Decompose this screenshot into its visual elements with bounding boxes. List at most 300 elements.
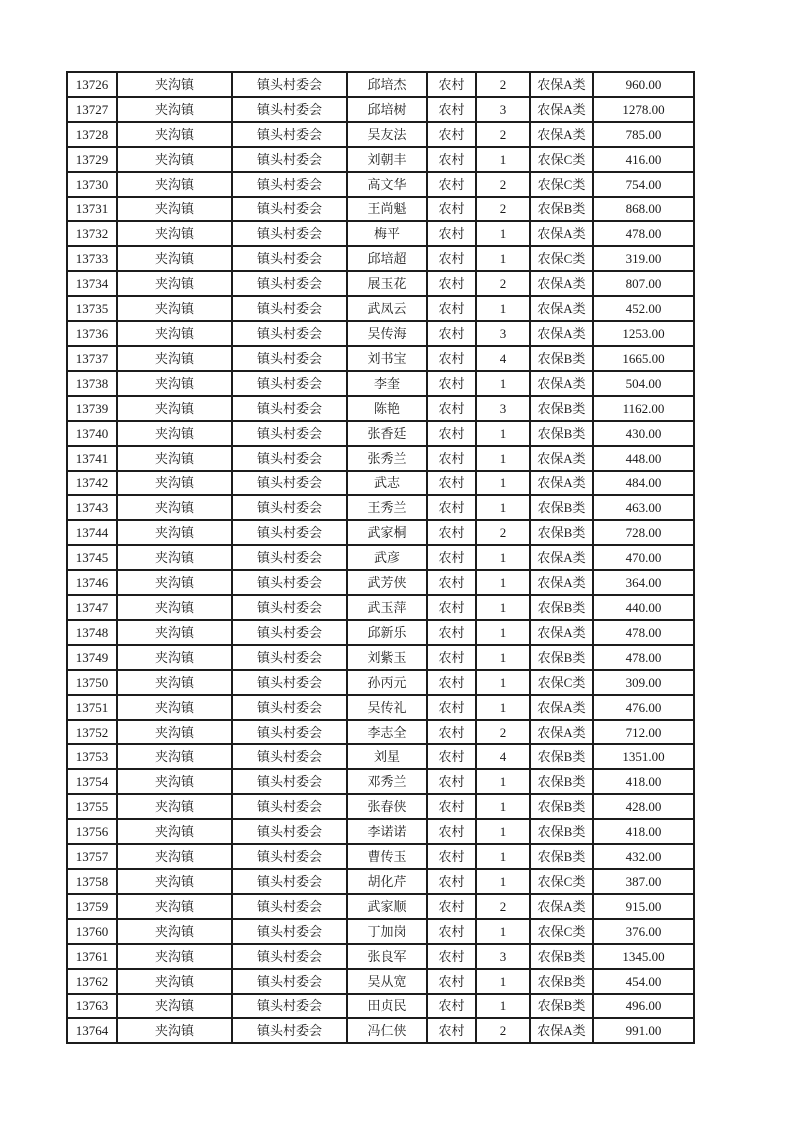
cell-person-count: 1: [476, 371, 530, 396]
cell-village-committee: 镇头村委会: [232, 471, 347, 496]
cell-village-committee: 镇头村委会: [232, 122, 347, 147]
cell-serial-number: 13739: [67, 396, 117, 421]
cell-serial-number: 13750: [67, 670, 117, 695]
cell-person-name: 张秀兰: [347, 446, 427, 471]
cell-insurance-category: 农保B类: [530, 396, 593, 421]
cell-person-count: 2: [476, 122, 530, 147]
cell-amount: 504.00: [593, 371, 694, 396]
cell-village-committee: 镇头村委会: [232, 620, 347, 645]
cell-serial-number: 13731: [67, 197, 117, 222]
cell-person-count: 1: [476, 495, 530, 520]
cell-insurance-category: 农保C类: [530, 147, 593, 172]
cell-amount: 430.00: [593, 421, 694, 446]
cell-residence-type: 农村: [427, 944, 476, 969]
table-row: [67, 296, 694, 321]
cell-town: 夹沟镇: [117, 271, 232, 296]
cell-amount: 428.00: [593, 794, 694, 819]
cell-amount: 478.00: [593, 645, 694, 670]
cell-town: 夹沟镇: [117, 421, 232, 446]
cell-serial-number: 13753: [67, 744, 117, 769]
cell-amount: 452.00: [593, 296, 694, 321]
cell-insurance-category: 农保A类: [530, 570, 593, 595]
cell-insurance-category: 农保A类: [530, 271, 593, 296]
cell-person-name: 刘朝丰: [347, 147, 427, 172]
cell-amount: 476.00: [593, 695, 694, 720]
cell-person-name: 胡化芹: [347, 869, 427, 894]
cell-serial-number: 13726: [67, 72, 117, 97]
cell-insurance-category: 农保B类: [530, 421, 593, 446]
table-row: [67, 794, 694, 819]
cell-person-name: 梅平: [347, 221, 427, 246]
cell-residence-type: 农村: [427, 620, 476, 645]
cell-serial-number: 13745: [67, 545, 117, 570]
table-row: [67, 1018, 694, 1043]
table-row: [67, 495, 694, 520]
cell-serial-number: 13762: [67, 969, 117, 994]
cell-residence-type: 农村: [427, 471, 476, 496]
cell-person-name: 李诺诺: [347, 819, 427, 844]
cell-person-count: 2: [476, 1018, 530, 1043]
cell-insurance-category: 农保A类: [530, 545, 593, 570]
cell-insurance-category: 农保A类: [530, 446, 593, 471]
cell-residence-type: 农村: [427, 246, 476, 271]
cell-residence-type: 农村: [427, 744, 476, 769]
cell-town: 夹沟镇: [117, 147, 232, 172]
cell-residence-type: 农村: [427, 794, 476, 819]
cell-amount: 416.00: [593, 147, 694, 172]
cell-residence-type: 农村: [427, 446, 476, 471]
cell-person-name: 武彦: [347, 545, 427, 570]
cell-serial-number: 13733: [67, 246, 117, 271]
table-row: [67, 421, 694, 446]
cell-serial-number: 13734: [67, 271, 117, 296]
cell-village-committee: 镇头村委会: [232, 570, 347, 595]
cell-amount: 915.00: [593, 894, 694, 919]
cell-amount: 478.00: [593, 221, 694, 246]
cell-amount: 868.00: [593, 197, 694, 222]
records-table: [66, 71, 695, 1044]
cell-person-name: 刘书宝: [347, 346, 427, 371]
cell-town: 夹沟镇: [117, 371, 232, 396]
cell-serial-number: 13754: [67, 769, 117, 794]
table-row: [67, 645, 694, 670]
cell-town: 夹沟镇: [117, 172, 232, 197]
cell-person-count: 1: [476, 296, 530, 321]
cell-village-committee: 镇头村委会: [232, 197, 347, 222]
cell-amount: 387.00: [593, 869, 694, 894]
cell-amount: 1345.00: [593, 944, 694, 969]
cell-insurance-category: 农保B类: [530, 794, 593, 819]
table-row: [67, 246, 694, 271]
cell-town: 夹沟镇: [117, 1018, 232, 1043]
cell-residence-type: 农村: [427, 197, 476, 222]
cell-amount: 418.00: [593, 769, 694, 794]
cell-residence-type: 农村: [427, 769, 476, 794]
cell-person-count: 3: [476, 321, 530, 346]
cell-residence-type: 农村: [427, 122, 476, 147]
cell-insurance-category: 农保B类: [530, 744, 593, 769]
cell-person-count: 1: [476, 844, 530, 869]
cell-person-name: 吴从宽: [347, 969, 427, 994]
table-row: [67, 221, 694, 246]
cell-amount: 1278.00: [593, 97, 694, 122]
cell-insurance-category: 农保B类: [530, 969, 593, 994]
cell-insurance-category: 农保B类: [530, 495, 593, 520]
cell-serial-number: 13732: [67, 221, 117, 246]
cell-person-count: 1: [476, 969, 530, 994]
cell-person-count: 3: [476, 944, 530, 969]
table-row: [67, 371, 694, 396]
records-table-body: [67, 72, 694, 1043]
cell-serial-number: 13729: [67, 147, 117, 172]
cell-person-count: 1: [476, 645, 530, 670]
cell-residence-type: 农村: [427, 1018, 476, 1043]
cell-amount: 463.00: [593, 495, 694, 520]
cell-town: 夹沟镇: [117, 97, 232, 122]
cell-person-count: 1: [476, 819, 530, 844]
cell-serial-number: 13744: [67, 520, 117, 545]
cell-person-name: 张良军: [347, 944, 427, 969]
cell-village-committee: 镇头村委会: [232, 794, 347, 819]
table-row: [67, 321, 694, 346]
cell-residence-type: 农村: [427, 495, 476, 520]
cell-insurance-category: 农保B类: [530, 994, 593, 1019]
cell-person-count: 2: [476, 72, 530, 97]
cell-serial-number: 13746: [67, 570, 117, 595]
cell-person-count: 1: [476, 147, 530, 172]
cell-village-committee: 镇头村委会: [232, 346, 347, 371]
cell-residence-type: 农村: [427, 72, 476, 97]
cell-serial-number: 13755: [67, 794, 117, 819]
cell-person-name: 张香廷: [347, 421, 427, 446]
table-row: [67, 695, 694, 720]
cell-insurance-category: 农保B类: [530, 844, 593, 869]
table-row: [67, 446, 694, 471]
cell-town: 夹沟镇: [117, 794, 232, 819]
cell-person-name: 武凤云: [347, 296, 427, 321]
cell-residence-type: 农村: [427, 371, 476, 396]
cell-residence-type: 农村: [427, 595, 476, 620]
cell-residence-type: 农村: [427, 844, 476, 869]
cell-person-name: 陈艳: [347, 396, 427, 421]
cell-person-count: 1: [476, 620, 530, 645]
cell-person-name: 武家桐: [347, 520, 427, 545]
cell-person-count: 1: [476, 794, 530, 819]
cell-village-committee: 镇头村委会: [232, 969, 347, 994]
cell-serial-number: 13748: [67, 620, 117, 645]
cell-village-committee: 镇头村委会: [232, 720, 347, 745]
cell-village-committee: 镇头村委会: [232, 919, 347, 944]
cell-insurance-category: 农保A类: [530, 72, 593, 97]
cell-serial-number: 13727: [67, 97, 117, 122]
cell-serial-number: 13751: [67, 695, 117, 720]
table-row: [67, 520, 694, 545]
cell-town: 夹沟镇: [117, 520, 232, 545]
cell-town: 夹沟镇: [117, 495, 232, 520]
table-row: [67, 570, 694, 595]
cell-residence-type: 农村: [427, 396, 476, 421]
cell-village-committee: 镇头村委会: [232, 520, 347, 545]
cell-insurance-category: 农保A类: [530, 620, 593, 645]
cell-amount: 728.00: [593, 520, 694, 545]
cell-residence-type: 农村: [427, 695, 476, 720]
table-row: [67, 72, 694, 97]
cell-amount: 364.00: [593, 570, 694, 595]
table-row: [67, 670, 694, 695]
cell-town: 夹沟镇: [117, 296, 232, 321]
cell-town: 夹沟镇: [117, 695, 232, 720]
cell-serial-number: 13737: [67, 346, 117, 371]
cell-person-count: 3: [476, 396, 530, 421]
cell-village-committee: 镇头村委会: [232, 321, 347, 346]
cell-amount: 418.00: [593, 819, 694, 844]
cell-residence-type: 农村: [427, 894, 476, 919]
cell-village-committee: 镇头村委会: [232, 72, 347, 97]
table-row: [67, 471, 694, 496]
cell-person-name: 邱培超: [347, 246, 427, 271]
cell-residence-type: 农村: [427, 296, 476, 321]
cell-village-committee: 镇头村委会: [232, 446, 347, 471]
cell-person-name: 武玉萍: [347, 595, 427, 620]
cell-town: 夹沟镇: [117, 197, 232, 222]
cell-serial-number: 13742: [67, 471, 117, 496]
cell-person-count: 1: [476, 471, 530, 496]
cell-person-name: 李奎: [347, 371, 427, 396]
cell-town: 夹沟镇: [117, 994, 232, 1019]
cell-town: 夹沟镇: [117, 944, 232, 969]
cell-village-committee: 镇头村委会: [232, 894, 347, 919]
cell-village-committee: 镇头村委会: [232, 271, 347, 296]
cell-insurance-category: 农保A类: [530, 296, 593, 321]
cell-person-count: 2: [476, 172, 530, 197]
cell-town: 夹沟镇: [117, 670, 232, 695]
cell-insurance-category: 农保A类: [530, 471, 593, 496]
cell-person-count: 2: [476, 271, 530, 296]
cell-person-count: 4: [476, 744, 530, 769]
cell-residence-type: 农村: [427, 221, 476, 246]
table-row: [67, 122, 694, 147]
cell-person-count: 2: [476, 720, 530, 745]
table-row: [67, 720, 694, 745]
cell-person-count: 1: [476, 919, 530, 944]
cell-insurance-category: 农保C类: [530, 919, 593, 944]
cell-village-committee: 镇头村委会: [232, 695, 347, 720]
table-row: [67, 769, 694, 794]
cell-residence-type: 农村: [427, 919, 476, 944]
table-row: [67, 545, 694, 570]
cell-village-committee: 镇头村委会: [232, 844, 347, 869]
cell-insurance-category: 农保B类: [530, 197, 593, 222]
cell-serial-number: 13738: [67, 371, 117, 396]
cell-person-count: 3: [476, 97, 530, 122]
cell-person-count: 1: [476, 246, 530, 271]
cell-town: 夹沟镇: [117, 122, 232, 147]
table-row: [67, 894, 694, 919]
cell-person-name: 吴友法: [347, 122, 427, 147]
cell-residence-type: 农村: [427, 346, 476, 371]
table-row: [67, 172, 694, 197]
cell-amount: 432.00: [593, 844, 694, 869]
cell-amount: 454.00: [593, 969, 694, 994]
table-row: [67, 271, 694, 296]
cell-residence-type: 农村: [427, 321, 476, 346]
cell-insurance-category: 农保A类: [530, 720, 593, 745]
cell-town: 夹沟镇: [117, 744, 232, 769]
cell-insurance-category: 农保A类: [530, 97, 593, 122]
cell-insurance-category: 农保A类: [530, 371, 593, 396]
cell-serial-number: 13761: [67, 944, 117, 969]
cell-serial-number: 13743: [67, 495, 117, 520]
cell-amount: 376.00: [593, 919, 694, 944]
cell-insurance-category: 农保B类: [530, 520, 593, 545]
cell-person-name: 邱培树: [347, 97, 427, 122]
cell-residence-type: 农村: [427, 545, 476, 570]
cell-insurance-category: 农保A类: [530, 894, 593, 919]
cell-person-name: 邓秀兰: [347, 769, 427, 794]
table-row: [67, 844, 694, 869]
cell-person-count: 1: [476, 769, 530, 794]
cell-insurance-category: 农保C类: [530, 246, 593, 271]
cell-person-count: 4: [476, 346, 530, 371]
cell-person-name: 张春侠: [347, 794, 427, 819]
cell-village-committee: 镇头村委会: [232, 1018, 347, 1043]
cell-village-committee: 镇头村委会: [232, 645, 347, 670]
cell-town: 夹沟镇: [117, 321, 232, 346]
cell-village-committee: 镇头村委会: [232, 670, 347, 695]
cell-residence-type: 农村: [427, 869, 476, 894]
cell-serial-number: 13728: [67, 122, 117, 147]
cell-town: 夹沟镇: [117, 969, 232, 994]
cell-amount: 1162.00: [593, 396, 694, 421]
table-row: [67, 97, 694, 122]
cell-residence-type: 农村: [427, 172, 476, 197]
cell-amount: 807.00: [593, 271, 694, 296]
cell-serial-number: 13752: [67, 720, 117, 745]
cell-village-committee: 镇头村委会: [232, 769, 347, 794]
cell-town: 夹沟镇: [117, 919, 232, 944]
cell-town: 夹沟镇: [117, 595, 232, 620]
cell-amount: 991.00: [593, 1018, 694, 1043]
table-row: [67, 819, 694, 844]
cell-residence-type: 农村: [427, 645, 476, 670]
cell-serial-number: 13764: [67, 1018, 117, 1043]
cell-person-count: 2: [476, 197, 530, 222]
table-row: [67, 595, 694, 620]
cell-village-committee: 镇头村委会: [232, 819, 347, 844]
cell-insurance-category: 农保B类: [530, 819, 593, 844]
cell-person-count: 1: [476, 545, 530, 570]
cell-person-name: 田贞民: [347, 994, 427, 1019]
cell-village-committee: 镇头村委会: [232, 944, 347, 969]
cell-person-name: 高文华: [347, 172, 427, 197]
table-row: [67, 944, 694, 969]
cell-amount: 484.00: [593, 471, 694, 496]
cell-insurance-category: 农保A类: [530, 1018, 593, 1043]
cell-town: 夹沟镇: [117, 346, 232, 371]
cell-person-count: 2: [476, 894, 530, 919]
cell-amount: 448.00: [593, 446, 694, 471]
cell-amount: 319.00: [593, 246, 694, 271]
cell-insurance-category: 农保C类: [530, 670, 593, 695]
cell-village-committee: 镇头村委会: [232, 545, 347, 570]
cell-person-name: 武家顺: [347, 894, 427, 919]
cell-village-committee: 镇头村委会: [232, 172, 347, 197]
cell-residence-type: 农村: [427, 670, 476, 695]
table-row: [67, 147, 694, 172]
cell-town: 夹沟镇: [117, 620, 232, 645]
cell-town: 夹沟镇: [117, 396, 232, 421]
cell-town: 夹沟镇: [117, 645, 232, 670]
cell-person-name: 王尚魁: [347, 197, 427, 222]
cell-residence-type: 农村: [427, 271, 476, 296]
cell-village-committee: 镇头村委会: [232, 246, 347, 271]
cell-town: 夹沟镇: [117, 894, 232, 919]
cell-insurance-category: 农保B类: [530, 595, 593, 620]
cell-person-name: 吴传礼: [347, 695, 427, 720]
cell-amount: 960.00: [593, 72, 694, 97]
table-row: [67, 620, 694, 645]
cell-person-name: 刘紫玉: [347, 645, 427, 670]
cell-town: 夹沟镇: [117, 570, 232, 595]
cell-serial-number: 13747: [67, 595, 117, 620]
cell-serial-number: 13756: [67, 819, 117, 844]
table-row: [67, 197, 694, 222]
cell-person-name: 吴传海: [347, 321, 427, 346]
cell-town: 夹沟镇: [117, 471, 232, 496]
cell-person-count: 2: [476, 520, 530, 545]
cell-person-name: 孙丙元: [347, 670, 427, 695]
cell-residence-type: 农村: [427, 969, 476, 994]
cell-village-committee: 镇头村委会: [232, 595, 347, 620]
cell-person-count: 1: [476, 446, 530, 471]
cell-amount: 309.00: [593, 670, 694, 695]
cell-person-name: 李志全: [347, 720, 427, 745]
cell-insurance-category: 农保C类: [530, 869, 593, 894]
cell-serial-number: 13758: [67, 869, 117, 894]
cell-town: 夹沟镇: [117, 446, 232, 471]
cell-person-name: 武芳侠: [347, 570, 427, 595]
cell-amount: 496.00: [593, 994, 694, 1019]
cell-village-committee: 镇头村委会: [232, 371, 347, 396]
cell-residence-type: 农村: [427, 147, 476, 172]
cell-town: 夹沟镇: [117, 246, 232, 271]
cell-person-name: 展玉花: [347, 271, 427, 296]
cell-residence-type: 农村: [427, 520, 476, 545]
cell-village-committee: 镇头村委会: [232, 396, 347, 421]
cell-person-name: 邱培杰: [347, 72, 427, 97]
cell-village-committee: 镇头村委会: [232, 421, 347, 446]
cell-serial-number: 13763: [67, 994, 117, 1019]
cell-person-count: 1: [476, 421, 530, 446]
cell-insurance-category: 农保A类: [530, 122, 593, 147]
cell-person-name: 冯仁侠: [347, 1018, 427, 1043]
cell-amount: 478.00: [593, 620, 694, 645]
cell-village-committee: 镇头村委会: [232, 744, 347, 769]
cell-person-count: 1: [476, 221, 530, 246]
cell-serial-number: 13730: [67, 172, 117, 197]
cell-village-committee: 镇头村委会: [232, 147, 347, 172]
cell-person-count: 1: [476, 994, 530, 1019]
cell-person-count: 1: [476, 869, 530, 894]
cell-town: 夹沟镇: [117, 819, 232, 844]
cell-amount: 1253.00: [593, 321, 694, 346]
cell-serial-number: 13749: [67, 645, 117, 670]
cell-person-count: 1: [476, 670, 530, 695]
cell-town: 夹沟镇: [117, 769, 232, 794]
cell-person-name: 刘星: [347, 744, 427, 769]
cell-town: 夹沟镇: [117, 869, 232, 894]
cell-residence-type: 农村: [427, 570, 476, 595]
